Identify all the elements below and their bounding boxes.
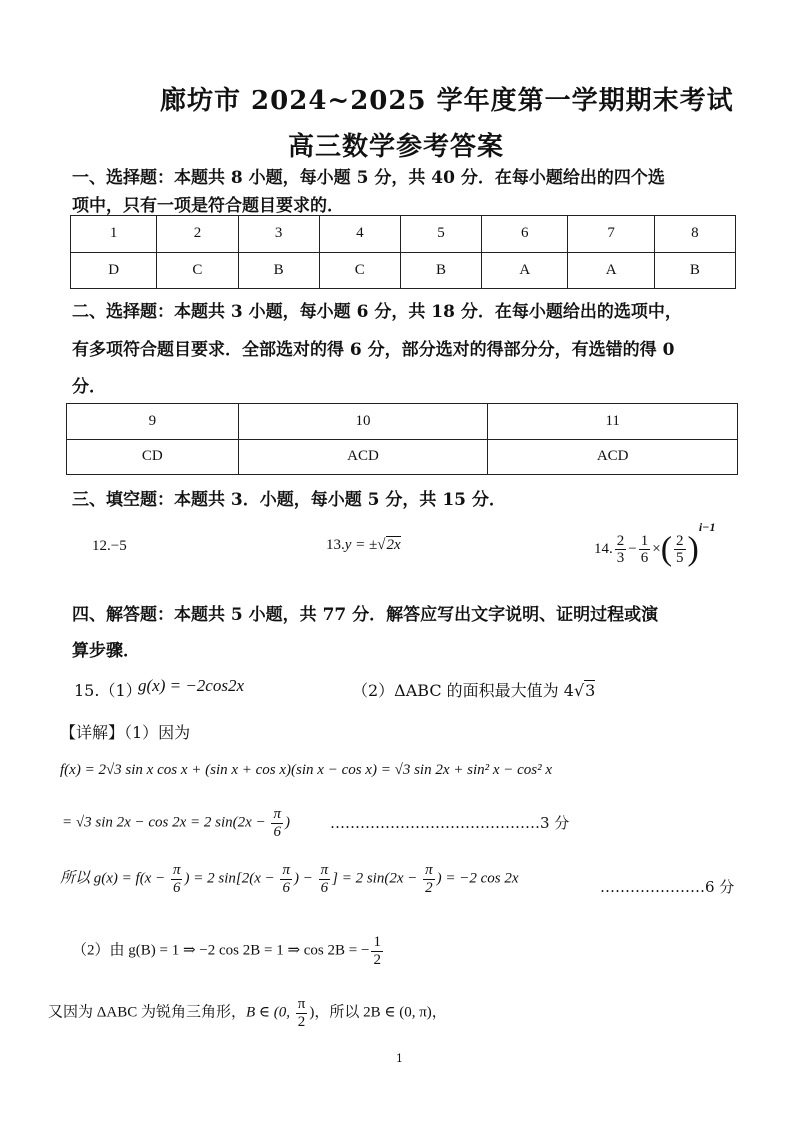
right-paren-icon: ) xyxy=(687,530,699,568)
left-paren-icon: ( xyxy=(660,530,673,568)
answer-cell: ACD xyxy=(238,439,488,475)
equation-2: = √3 sin 2x − cos 2x = 2 sin(2x − $\frac{\pi}{6}$ ) xyxy=(62,806,290,840)
table-row xyxy=(71,252,736,289)
table-row xyxy=(67,439,738,475)
pi-over-6-fraction: $\frac{\pi}{6}$ xyxy=(273,806,281,840)
pi-over-6-fraction: $\frac{\pi}{6}$ xyxy=(282,862,290,896)
q15-label: 15.（1） xyxy=(74,681,142,700)
score-marker-3: ……………………………………3 分 xyxy=(330,814,570,832)
answer-cell: ACD xyxy=(488,439,738,475)
section4-instructions-line2: 算步骤． xyxy=(72,641,140,661)
pi-over-6-fraction: $\frac{\pi}{6}$ xyxy=(320,862,329,896)
section3-instructions: 三、填空题：本题共 3．小题，每小题 5 分，共 15 分． xyxy=(72,490,506,510)
section1-instructions-line1: 一、选择题：本题共 8 小题，每小题 5 分，共 40 分．在每小题给出的四个选 xyxy=(72,168,665,188)
question-number-cell: 6 xyxy=(482,216,568,253)
q14-label: 14. xyxy=(594,541,613,557)
q13-expression: y = ± xyxy=(344,537,378,553)
question-number-cell: 9 xyxy=(67,404,239,440)
table-row xyxy=(71,216,736,253)
page-number: 1 xyxy=(396,1052,403,1065)
pi-over-2-fraction: $\frac{\pi}{2}$ xyxy=(425,862,433,896)
q15-part2-text: （2）ΔABC 的面积最大值为 4 xyxy=(352,681,574,700)
answer-q14 xyxy=(594,520,715,569)
question-number-cell: 2 xyxy=(157,216,238,253)
section4-instructions-line1: 四、解答题：本题共 5 小题，共 77 分．解答应写出文字说明、证明过程或演 xyxy=(72,605,659,625)
answer-key-subtitle: 高三数学参考答案 xyxy=(288,132,505,162)
pi-over-6-fraction: $\frac{\pi}{6}$ xyxy=(172,862,181,896)
question-number-cell: 11 xyxy=(488,404,738,440)
answer-q13 xyxy=(326,537,401,554)
sqrt-sign-icon: √ xyxy=(573,681,585,700)
q15-answer-part1: g(x) = −2cos2x xyxy=(138,676,245,695)
times-sign: × xyxy=(652,541,661,557)
question-number-cell: 7 xyxy=(568,216,654,253)
answer-cell: CD xyxy=(67,439,239,475)
question-number-cell: 1 xyxy=(71,216,157,253)
equation-1: f(x) = 2√3 sin x cos x + (sin x + cos x)(sin x − cos x) = √3 sin 2x + sin² x − cos² x xyxy=(60,762,553,778)
q14-exponent: i−1 xyxy=(698,520,716,534)
question-number-cell: 5 xyxy=(400,216,481,253)
section1-answer-table xyxy=(70,215,736,289)
equation-3: 所以 g(x) = f(x − $\frac{\pi}{6}$ ) = 2 sin[2(x − $\frac{\pi}{6}$ ) − $\frac{\pi}{6}$ ] = 2 sin(2x − $\frac{\pi}{2}$ ) = −2 cos 2x xyxy=(60,862,519,896)
answer-cell: B xyxy=(400,252,481,289)
section2-answer-table xyxy=(66,403,738,475)
sqrt-sign-icon: √ xyxy=(377,537,386,553)
answer-cell: C xyxy=(157,252,238,289)
answer-cell: C xyxy=(319,252,400,289)
answer-cell: A xyxy=(568,252,654,289)
score-marker-6: …………………6 分 xyxy=(600,878,735,896)
pi-over-2-fraction: $\frac{\pi}{2}$ xyxy=(297,996,306,1030)
answer-cell: A xyxy=(482,252,568,289)
section2-instructions-line3: 分． xyxy=(72,377,106,397)
question-number-cell: 8 xyxy=(654,216,735,253)
q15-answer-part2 xyxy=(352,678,595,701)
equation-5: 又因为 ΔABC 为锐角三角形，B ∈ (0, $\frac{\pi}{2}$ )，所以 2B ∈ (0, π)， xyxy=(48,996,447,1030)
answer-cell: D xyxy=(71,252,157,289)
question-number-cell: 3 xyxy=(238,216,319,253)
q14-fraction-3: $\frac{2}{5}$ xyxy=(676,532,684,567)
equation-4: （2）由 g(B) = 1 ⇒ −2 cos 2B = 1 ⇒ cos 2B = − $\frac{1}{2}$ xyxy=(72,934,381,968)
section2-instructions-line2: 有多项符合题目要求．全部选对的得 6 分，部分选对的得部分分，有选错的得 0 xyxy=(72,340,675,360)
one-half-fraction: $\frac{1}{2}$ xyxy=(373,934,381,968)
detail-label: 【详解】（1）因为 xyxy=(60,723,191,742)
section1-instructions-line2: 项中，只有一项是符合题目要求的． xyxy=(72,196,344,216)
q14-fraction-1: $\frac{2}{3}$ xyxy=(616,532,625,567)
answer-cell: B xyxy=(654,252,735,289)
q13-radicand: 2x xyxy=(386,537,401,553)
question-number-cell: 4 xyxy=(319,216,400,253)
answer-cell: B xyxy=(238,252,319,289)
exam-title: 廊坊市 2024~2025 学年度第一学期期末考试 xyxy=(160,86,734,116)
q15-part2-radicand: 3 xyxy=(585,681,596,700)
q14-fraction-2: $\frac{1}{6}$ xyxy=(640,532,649,567)
table-row xyxy=(67,404,738,440)
answer-q12: 12.−5 xyxy=(92,538,127,554)
question-number-cell: 10 xyxy=(238,404,488,440)
section2-instructions-line1: 二、选择题：本题共 3 小题，每小题 6 分，共 18 分．在每小题给出的选项中， xyxy=(72,302,682,322)
minus-sign: − xyxy=(628,541,637,557)
q13-label: 13. xyxy=(326,537,345,553)
